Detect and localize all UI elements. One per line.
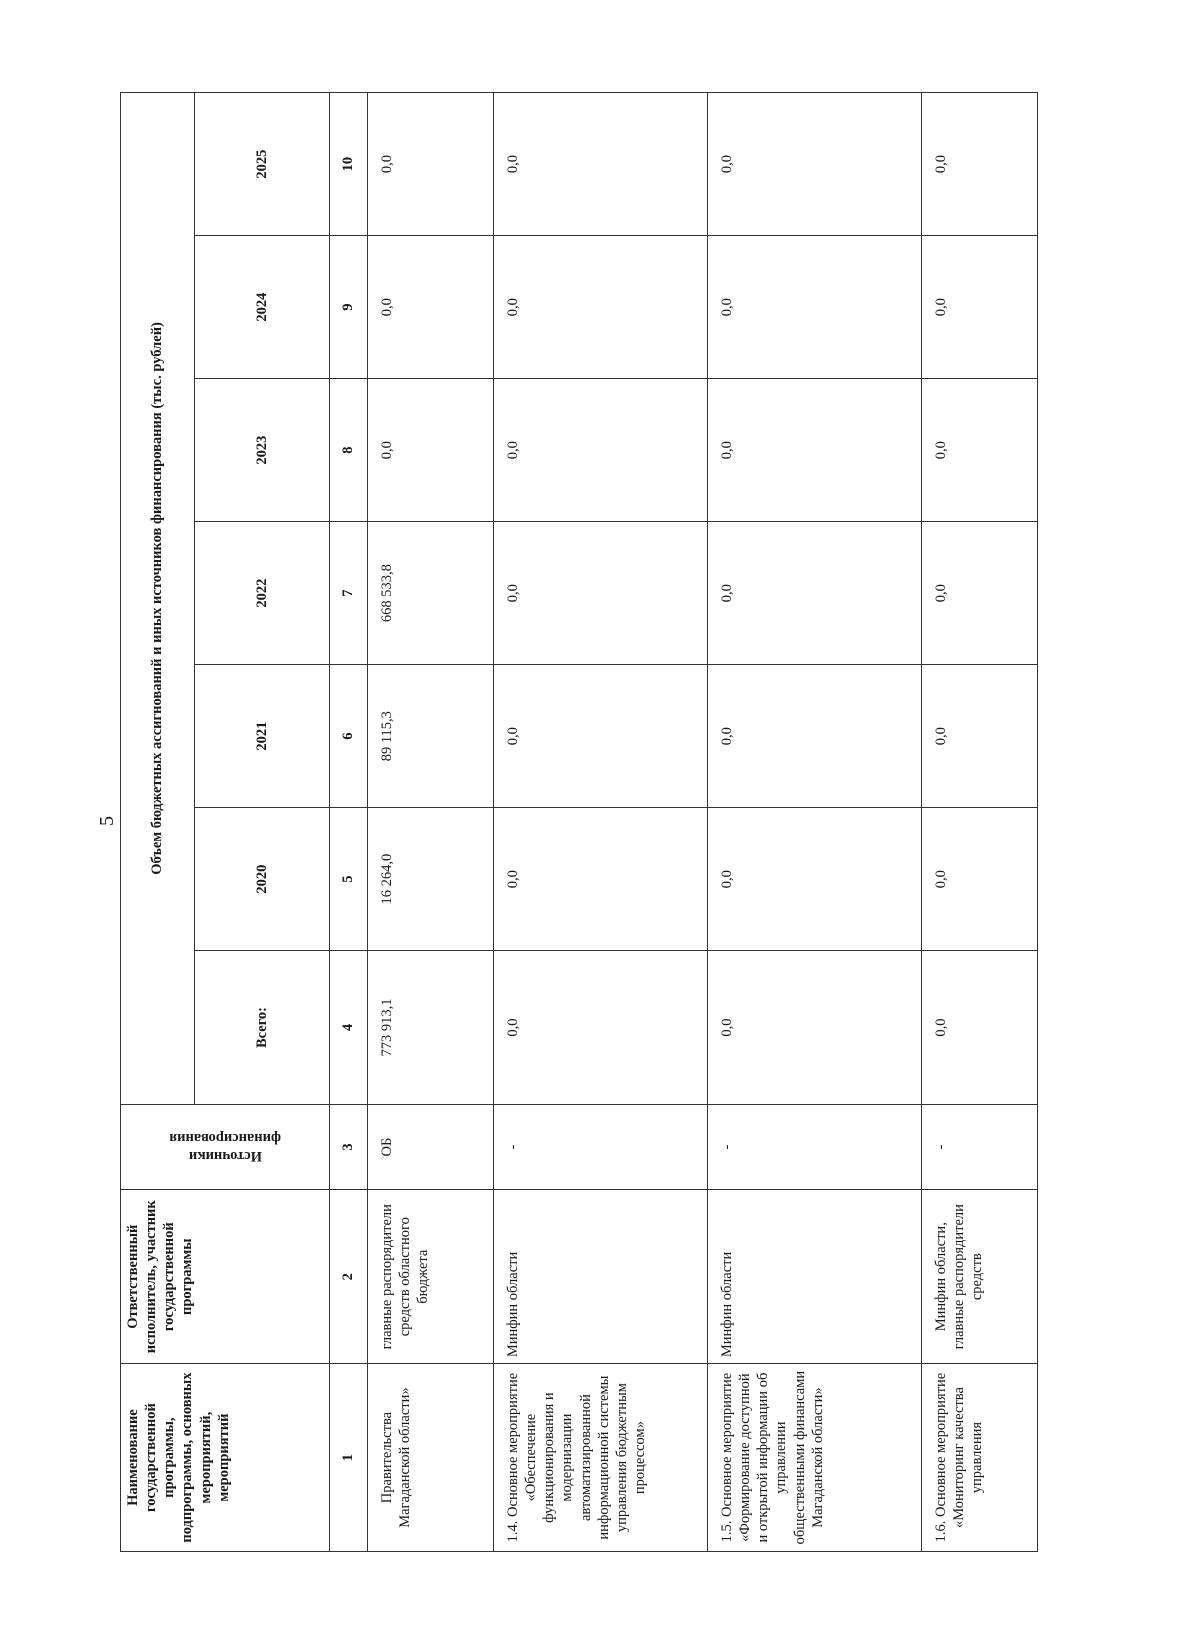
rotated-table-container: [120, 92, 986, 1552]
row-name: 1.5. Основное мероприятие «Формирование доступной и открытой информации об управлении общественными финансами Магаданской области»: [708, 1364, 922, 1552]
row-name: Правительства Магаданской области»: [368, 1364, 494, 1552]
row-value-2025: 0,0: [708, 93, 922, 236]
row-value-2023: 0,0: [494, 379, 708, 522]
row-value-2022: 0,0: [494, 522, 708, 665]
row-value-2021: 0,0: [494, 665, 708, 808]
header-executor: Ответственный исполнитель, участник государственной программы: [121, 1190, 330, 1364]
row-value-2021: 89 115,3: [368, 665, 494, 808]
column-number-row: [330, 93, 368, 1552]
row-value-2025: 0,0: [368, 93, 494, 236]
row-source: -: [494, 1104, 708, 1189]
header-total: Всего:: [195, 951, 330, 1105]
header-year-2023: 2023: [195, 379, 330, 522]
row-value-2020: 0,0: [708, 808, 922, 951]
column-number: 1: [330, 1364, 368, 1552]
header-year-2020: 2020: [195, 808, 330, 951]
column-number: 6: [330, 665, 368, 808]
row-value-2024: 0,0: [368, 236, 494, 379]
row-executor: Минфин области, главные распорядители средств: [922, 1190, 1038, 1364]
financing-table: [120, 92, 1038, 1552]
table-row: [494, 93, 708, 1552]
row-value-2020: 0,0: [494, 808, 708, 951]
row-source: -: [922, 1104, 1038, 1189]
row-value-2022: 0,0: [922, 522, 1038, 665]
row-value-2020: 16 264,0: [368, 808, 494, 951]
row-value-2023: 0,0: [708, 379, 922, 522]
row-value-total: 0,0: [922, 951, 1038, 1105]
column-number: 7: [330, 522, 368, 665]
row-value-2022: 0,0: [708, 522, 922, 665]
header-source: [121, 1104, 330, 1189]
header-year-2021: 2021: [195, 665, 330, 808]
column-number: 10: [330, 93, 368, 236]
column-number: 5: [330, 808, 368, 951]
column-number: 9: [330, 236, 368, 379]
row-value-2025: 0,0: [494, 93, 708, 236]
row-value-total: 0,0: [708, 951, 922, 1105]
row-executor: Минфин области: [708, 1190, 922, 1364]
column-number: 2: [330, 1190, 368, 1364]
header-year-2025: 2025: [195, 93, 330, 236]
row-value-2023: 0,0: [368, 379, 494, 522]
row-source: ОБ: [368, 1104, 494, 1189]
header-financing-group: Объем бюджетных ассигнований и иных источников финансирования (тыс. рублей): [121, 93, 195, 1105]
row-value-2024: 0,0: [708, 236, 922, 379]
row-executor: Минфин области: [494, 1190, 708, 1364]
row-value-2025: 0,0: [922, 93, 1038, 236]
row-value-2022: 668 533,8: [368, 522, 494, 665]
row-value-2023: 0,0: [922, 379, 1038, 522]
row-name: 1.4. Основное мероприятие «Обеспечение функционирования и модернизации автоматизированной информационной системы управления бюджетным процессом»: [494, 1364, 708, 1552]
header-year-2024: 2024: [195, 236, 330, 379]
row-value-2021: 0,0: [922, 665, 1038, 808]
row-value-total: 773 913,1: [368, 951, 494, 1105]
row-name: 1.6. Основное мероприятие «Мониторинг качества управления: [922, 1364, 1038, 1552]
table-row: [922, 93, 1038, 1552]
row-value-2020: 0,0: [922, 808, 1038, 951]
row-source: -: [708, 1104, 922, 1189]
table-row: [708, 93, 922, 1552]
column-number: 8: [330, 379, 368, 522]
table-row: [368, 93, 494, 1552]
row-value-2021: 0,0: [708, 665, 922, 808]
page-number: 5: [96, 816, 118, 826]
header-name: Наименование государственной программы, подпрограммы, основных мероприятий, мероприятий: [121, 1364, 330, 1552]
header-year-2022: 2022: [195, 522, 330, 665]
row-value-total: 0,0: [494, 951, 708, 1105]
column-number: 4: [330, 951, 368, 1105]
header-source-text: Источники финансирования: [169, 1130, 281, 1165]
column-number: 3: [330, 1104, 368, 1189]
row-value-2024: 0,0: [494, 236, 708, 379]
row-value-2024: 0,0: [922, 236, 1038, 379]
row-executor: главные распорядители средств областного бюджета: [368, 1190, 494, 1364]
